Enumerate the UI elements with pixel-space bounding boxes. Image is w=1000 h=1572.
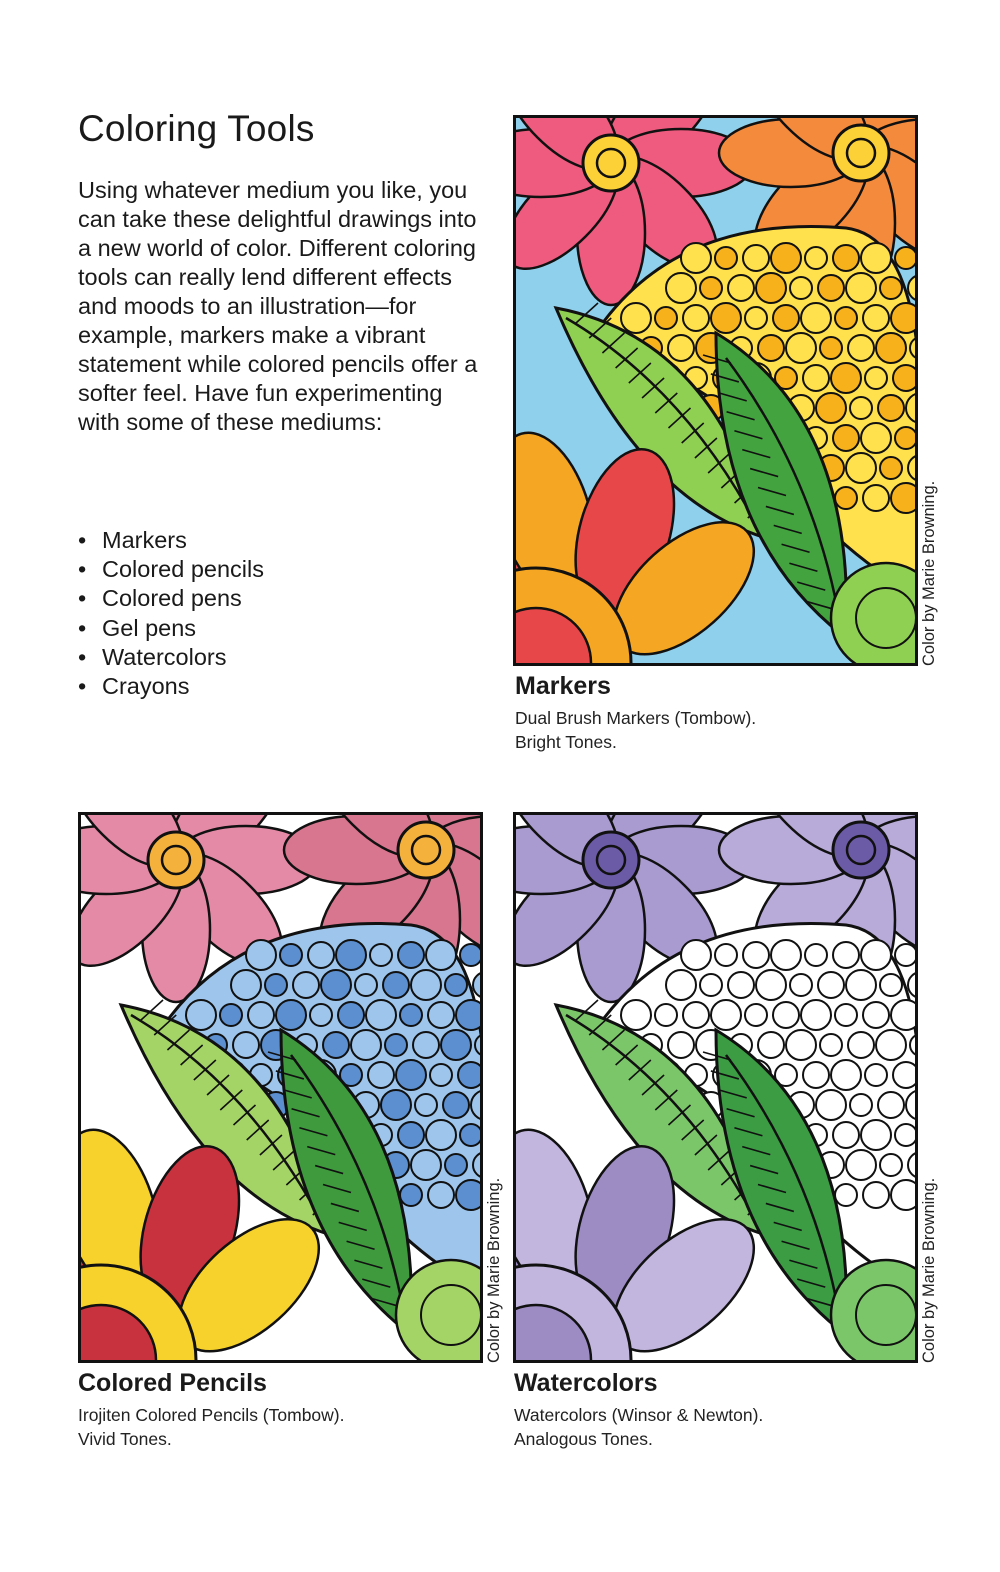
list-item: • Colored pencils xyxy=(78,555,264,584)
markers-credit: Color by Marie Browning. xyxy=(920,480,938,666)
intro-paragraph: Using whatever medium you like, you can take these delightful drawings into a new world of color. Different coloring tools can really lend different effects and moods to an illustration—for example, markers make a vibrant statement while colored pencils offer a softer feel. Have fun experimenting with some of these mediums: xyxy=(78,177,478,435)
markers-desc-line1: Dual Brush Markers (Tombow). xyxy=(515,708,757,728)
colored-pencils-illustration xyxy=(78,812,483,1363)
markers-illustration xyxy=(513,115,918,666)
watercolors-illustration xyxy=(513,812,918,1363)
watercolors-caption-description xyxy=(514,1403,763,1451)
floral-artwork xyxy=(516,815,915,1360)
markers-desc-line2: Bright Tones. xyxy=(515,732,617,752)
list-item: • Colored pens xyxy=(78,584,264,613)
pencils-desc-line1: Irojiten Colored Pencils (Tombow). xyxy=(78,1405,345,1425)
watercolors-caption-title: Watercolors xyxy=(514,1369,658,1397)
water-desc-line1: Watercolors (Winsor & Newton). xyxy=(514,1405,764,1425)
pencils-desc-line2: Vivid Tones. xyxy=(78,1429,172,1449)
floral-artwork xyxy=(81,815,480,1360)
mediums-list xyxy=(78,526,264,701)
watercolors-credit: Color by Marie Browning. xyxy=(920,1177,938,1363)
list-item: • Crayons xyxy=(78,672,264,701)
page-title: Coloring Tools xyxy=(78,108,315,149)
markers-caption-title: Markers xyxy=(515,672,611,700)
colored-pencils-caption-description xyxy=(78,1403,345,1451)
list-item: • Watercolors xyxy=(78,643,264,672)
colored-pencils-credit: Color by Marie Browning. xyxy=(485,1177,503,1363)
colored-pencils-caption-title: Colored Pencils xyxy=(78,1369,267,1397)
water-desc-line2: Analogous Tones. xyxy=(514,1429,653,1449)
floral-artwork xyxy=(516,118,915,663)
list-item: • Gel pens xyxy=(78,614,264,643)
markers-caption-description xyxy=(515,706,756,754)
list-item: • Markers xyxy=(78,526,264,555)
